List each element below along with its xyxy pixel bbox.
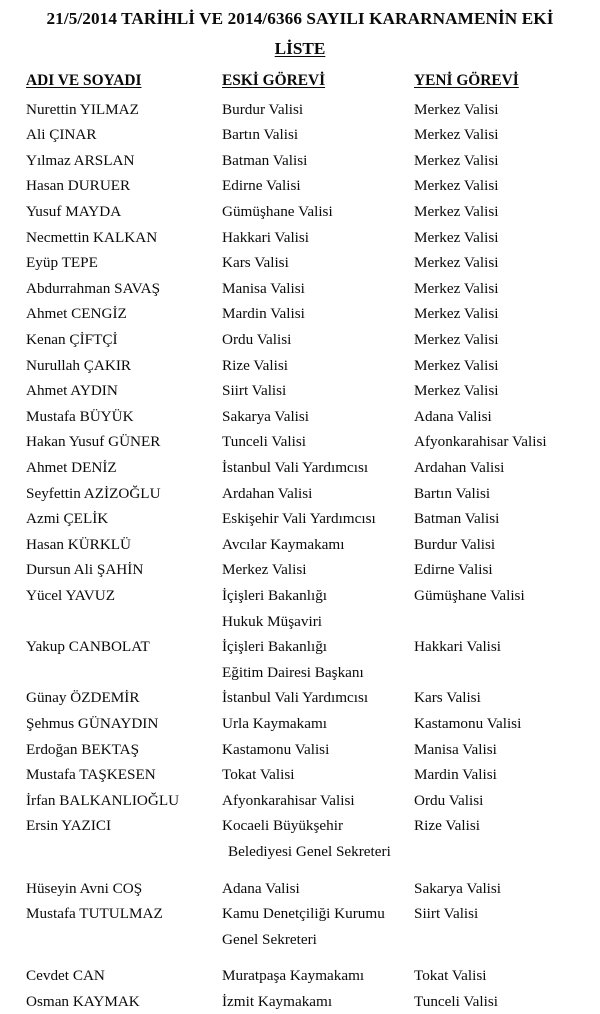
cell-new-post	[394, 608, 600, 634]
table-row	[0, 875, 600, 901]
cell-name: Eyüp TEPE	[0, 250, 198, 276]
cell-new-post: Merkez Valisi	[394, 199, 600, 225]
cell-name: Ali ÇINAR	[0, 122, 198, 148]
cell-name	[0, 608, 198, 634]
table-row	[0, 634, 600, 660]
table-row	[0, 276, 600, 302]
table-header-row	[0, 72, 600, 97]
table-row	[0, 762, 600, 788]
cell-name	[0, 927, 198, 953]
cell-name	[0, 839, 198, 865]
document-subtitle-container	[0, 30, 600, 59]
cell-name: Seyfettin AZİZOĞLU	[0, 480, 198, 506]
cell-new-post: Merkez Valisi	[394, 173, 600, 199]
cell-old-post: Siirt Valisi	[198, 378, 394, 404]
cell-new-post: Edirne Valisi	[394, 557, 600, 583]
cell-name: Abdurrahman SAVAŞ	[0, 276, 198, 302]
cell-name: İrfan BALKANLIOĞLU	[0, 788, 198, 814]
cell-name: Cevdet CAN	[0, 963, 198, 989]
cell-new-post: Merkez Valisi	[394, 97, 600, 123]
cell-old-post: Sakarya Valisi	[198, 404, 394, 430]
cell-name: Hüseyin Avni COŞ	[0, 875, 198, 901]
cell-new-post: Siirt Valisi	[394, 901, 600, 927]
table-header	[0, 72, 600, 97]
table-row	[0, 455, 600, 481]
cell-old-post: Kamu Denetçiliği Kurumu	[198, 901, 394, 927]
table-row	[0, 736, 600, 762]
column-header-name: ADI VE SOYADI	[0, 72, 198, 97]
cell-old-post: Ardahan Valisi	[198, 480, 394, 506]
cell-old-post: Avcılar Kaymakamı	[198, 532, 394, 558]
cell-name: Dursun Ali ŞAHİN	[0, 557, 198, 583]
cell-old-post: Kocaeli Büyükşehir	[198, 813, 394, 839]
cell-name: Ahmet CENGİZ	[0, 301, 198, 327]
cell-old-post: Manisa Valisi	[198, 276, 394, 302]
table-row	[0, 404, 600, 430]
cell-name: Yılmaz ARSLAN	[0, 148, 198, 174]
cell-old-post: Hakkari Valisi	[198, 224, 394, 250]
cell-new-post: Merkez Valisi	[394, 378, 600, 404]
cell-old-post: İzmit Kaymakamı	[198, 989, 394, 1014]
cell-new-post: Merkez Valisi	[394, 122, 600, 148]
cell-name: Osman KAYMAK	[0, 989, 198, 1014]
table-row	[0, 963, 600, 989]
table-row	[0, 148, 600, 174]
cell-old-post: Eğitim Dairesi Başkanı	[198, 660, 394, 686]
cell-name: Mustafa BÜYÜK	[0, 404, 198, 430]
table-body	[0, 97, 600, 1014]
cell-old-post: İstanbul Vali Yardımcısı	[198, 455, 394, 481]
table-row	[0, 927, 600, 953]
cell-new-post: Merkez Valisi	[394, 250, 600, 276]
cell-old-post: İstanbul Vali Yardımcısı	[198, 685, 394, 711]
cell-new-post: Adana Valisi	[394, 404, 600, 430]
cell-new-post: Kastamonu Valisi	[394, 711, 600, 737]
cell-new-post: Tokat Valisi	[394, 963, 600, 989]
cell-name: Yücel YAVUZ	[0, 583, 198, 609]
cell-old-post: Adana Valisi	[198, 875, 394, 901]
cell-new-post: Merkez Valisi	[394, 224, 600, 250]
table-row	[0, 660, 600, 686]
column-header-old-post: ESKİ GÖREVİ	[198, 72, 394, 97]
cell-old-post: Tokat Valisi	[198, 762, 394, 788]
cell-name: Hakan Yusuf GÜNER	[0, 429, 198, 455]
cell-old-post: Batman Valisi	[198, 148, 394, 174]
cell-name: Ahmet DENİZ	[0, 455, 198, 481]
cell-old-post: Hukuk Müşaviri	[198, 608, 394, 634]
cell-old-post: Tunceli Valisi	[198, 429, 394, 455]
cell-old-post: Gümüşhane Valisi	[198, 199, 394, 225]
table-row	[0, 224, 600, 250]
row-spacer-cell	[0, 864, 600, 875]
cell-new-post: Sakarya Valisi	[394, 875, 600, 901]
cell-name: Günay ÖZDEMİR	[0, 685, 198, 711]
cell-name: Mustafa TAŞKESEN	[0, 762, 198, 788]
cell-new-post	[394, 927, 600, 953]
cell-new-post: Merkez Valisi	[394, 148, 600, 174]
cell-old-post: Eskişehir Vali Yardımcısı	[198, 506, 394, 532]
cell-new-post: Merkez Valisi	[394, 352, 600, 378]
cell-new-post: Hakkari Valisi	[394, 634, 600, 660]
table-row	[0, 327, 600, 353]
table-row	[0, 608, 600, 634]
table-row	[0, 901, 600, 927]
cell-name: Hasan KÜRKLÜ	[0, 532, 198, 558]
cell-old-post: Ordu Valisi	[198, 327, 394, 353]
cell-name: Erdoğan BEKTAŞ	[0, 736, 198, 762]
table-row	[0, 532, 600, 558]
column-header-new-post: YENİ GÖREVİ	[394, 72, 600, 97]
cell-old-post: Kars Valisi	[198, 250, 394, 276]
table-row	[0, 352, 600, 378]
cell-name: Azmi ÇELİK	[0, 506, 198, 532]
table-row	[0, 97, 600, 123]
document-subtitle: LİSTE	[275, 39, 326, 58]
cell-old-post: Belediyesi Genel Sekreteri	[198, 839, 394, 865]
appointments-table	[0, 72, 600, 1014]
cell-new-post: Ordu Valisi	[394, 788, 600, 814]
cell-new-post	[394, 660, 600, 686]
cell-old-post: Afyonkarahisar Valisi	[198, 788, 394, 814]
cell-new-post: Merkez Valisi	[394, 327, 600, 353]
cell-old-post: Burdur Valisi	[198, 97, 394, 123]
table-row	[0, 711, 600, 737]
table-row	[0, 173, 600, 199]
cell-name: Yusuf MAYDA	[0, 199, 198, 225]
table-row	[0, 788, 600, 814]
table-row	[0, 685, 600, 711]
cell-name: Necmettin KALKAN	[0, 224, 198, 250]
cell-new-post	[394, 839, 600, 865]
cell-name: Şehmus GÜNAYDIN	[0, 711, 198, 737]
table-row	[0, 506, 600, 532]
cell-old-post: Merkez Valisi	[198, 557, 394, 583]
row-spacer	[0, 952, 600, 963]
cell-name: Mustafa TUTULMAZ	[0, 901, 198, 927]
cell-name: Kenan ÇİFTÇİ	[0, 327, 198, 353]
cell-new-post: Ardahan Valisi	[394, 455, 600, 481]
cell-new-post: Afyonkarahisar Valisi	[394, 429, 600, 455]
table-row	[0, 199, 600, 225]
table-row	[0, 557, 600, 583]
cell-old-post: Edirne Valisi	[198, 173, 394, 199]
cell-old-post: İçişleri Bakanlığı	[198, 634, 394, 660]
cell-old-post: Mardin Valisi	[198, 301, 394, 327]
cell-old-post: Genel Sekreteri	[198, 927, 394, 953]
cell-new-post: Burdur Valisi	[394, 532, 600, 558]
table-row	[0, 989, 600, 1014]
cell-name: Hasan DURUER	[0, 173, 198, 199]
cell-old-post: Urla Kaymakamı	[198, 711, 394, 737]
table-row	[0, 122, 600, 148]
cell-new-post: Gümüşhane Valisi	[394, 583, 600, 609]
cell-new-post: Manisa Valisi	[394, 736, 600, 762]
cell-name: Ahmet AYDIN	[0, 378, 198, 404]
cell-new-post: Tunceli Valisi	[394, 989, 600, 1014]
cell-name: Yakup CANBOLAT	[0, 634, 198, 660]
row-spacer-cell	[0, 952, 600, 963]
cell-name: Nurettin YILMAZ	[0, 97, 198, 123]
table-row	[0, 301, 600, 327]
cell-name: Ersin YAZICI	[0, 813, 198, 839]
row-spacer	[0, 864, 600, 875]
cell-new-post: Bartın Valisi	[394, 480, 600, 506]
table-row	[0, 813, 600, 839]
table-row	[0, 250, 600, 276]
cell-old-post: İçişleri Bakanlığı	[198, 583, 394, 609]
table-row	[0, 429, 600, 455]
cell-new-post: Rize Valisi	[394, 813, 600, 839]
cell-name: Nurullah ÇAKIR	[0, 352, 198, 378]
cell-name	[0, 660, 198, 686]
table-row	[0, 378, 600, 404]
cell-old-post: Rize Valisi	[198, 352, 394, 378]
cell-new-post: Mardin Valisi	[394, 762, 600, 788]
cell-new-post: Kars Valisi	[394, 685, 600, 711]
cell-new-post: Merkez Valisi	[394, 276, 600, 302]
table-row	[0, 480, 600, 506]
cell-new-post: Merkez Valisi	[394, 301, 600, 327]
table-row	[0, 583, 600, 609]
table-row	[0, 839, 600, 865]
cell-old-post: Bartın Valisi	[198, 122, 394, 148]
cell-old-post: Kastamonu Valisi	[198, 736, 394, 762]
cell-old-post: Muratpaşa Kaymakamı	[198, 963, 394, 989]
page-title: 21/5/2014 TARİHLİ VE 2014/6366 SAYILI KARARNAMENİN EKİ	[0, 0, 600, 30]
cell-new-post: Batman Valisi	[394, 506, 600, 532]
